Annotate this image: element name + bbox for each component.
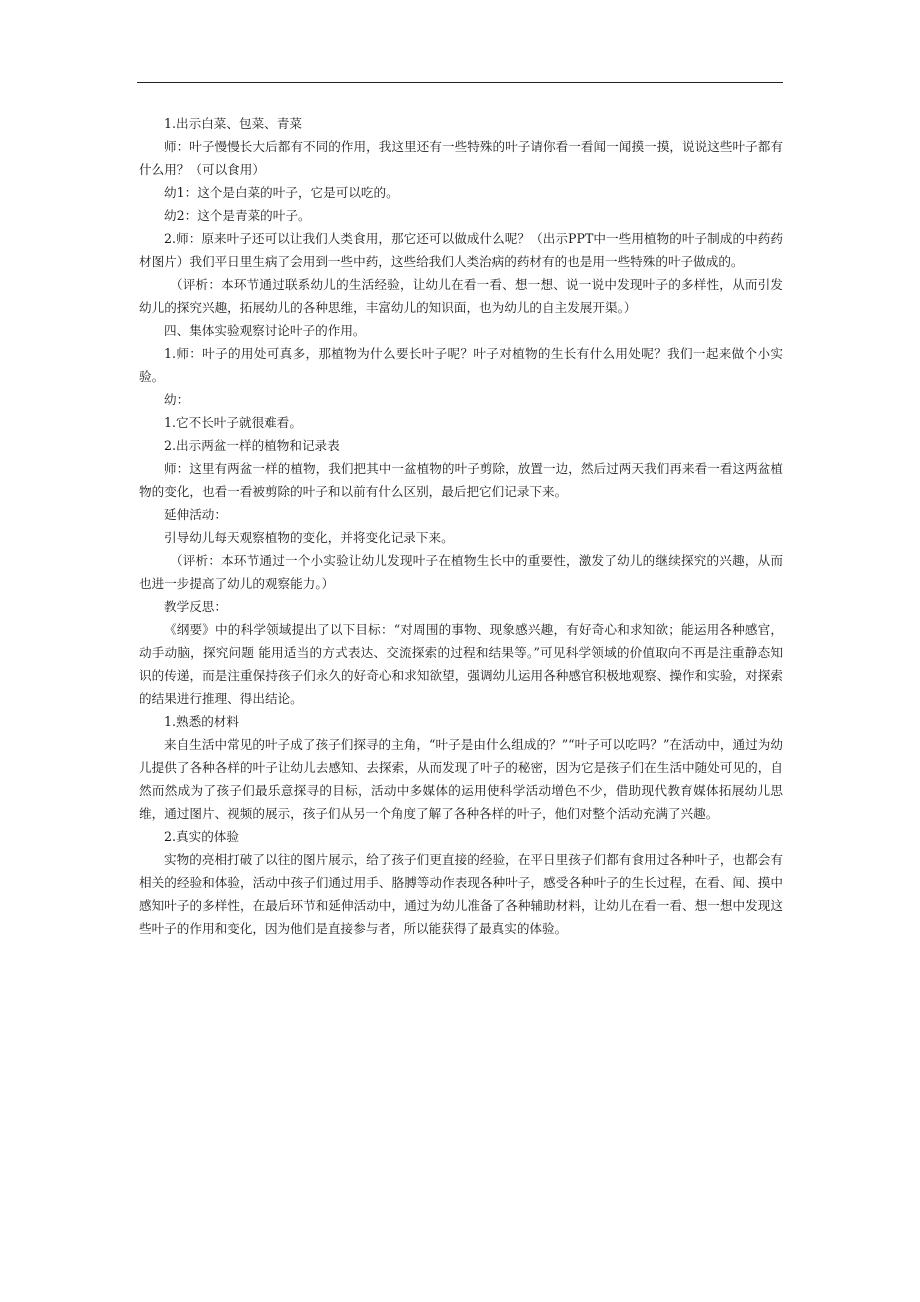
document-body	[139, 112, 783, 940]
paragraph: 来自生活中常见的叶子成了孩子们探寻的主角，“叶子是由什么组成的？”“叶子可以吃吗？”在活动中，通过为幼儿提供了各种各样的叶子让幼儿去感知、去探索，从而发现了叶子的秘密，因为它是孩子们在生活中随处可见的，自然而然成为了孩子们最乐意探寻的目标，活动中多媒体的运用使科学活动增色不少，借助现代教育媒体拓展幼儿思维，通过图片、视频的展示，孩子们从另一个角度了解了各种各样的叶子，他们对整个活动充满了兴趣。	[139, 737, 783, 821]
paragraph: 幼2：这个是青菜的叶子。	[164, 208, 311, 223]
paragraph: （评析：本环节通过联系幼儿的生活经验，让幼儿在看一看、想一想、说一说中发现叶子的多样性，从而引发幼儿的探究兴趣，拓展幼儿的各种思维，丰富幼儿的知识面，也为幼儿的自主发展开渠。）	[139, 277, 783, 315]
paragraph: 2.师：原来叶子还可以让我们人类食用，那它还可以做成什么呢？（出示PPT中一些用植物的叶子制成的中药药材图片）我们平日里生病了会用到一些中药，这些给我们人类治病的药材有的也是用一些特殊的叶子做成的。	[139, 231, 783, 269]
paragraph: 幼：	[164, 392, 190, 407]
paragraph: 1.师：叶子的用处可真多，那植物为什么要长叶子呢？叶子对植物的生长有什么用处呢？我们一起来做个小实验。	[139, 346, 783, 384]
paragraph: 引导幼儿每天观察植物的变化，并将变化记录下来。	[164, 530, 454, 545]
paragraph: （评析：本环节通过一个小实验让幼儿发现叶子在植物生长中的重要性，激发了幼儿的继续探究的兴趣，从而也进一步提高了幼儿的观察能力。）	[139, 553, 783, 591]
paragraph: 2.出示两盆一样的植物和记录表	[164, 438, 340, 453]
paragraph: 师：这里有两盆一样的植物，我们把其中一盆植物的叶子剪除，放置一边，然后过两天我们再来看一看这两盆植物的变化，也看一看被剪除的叶子和以前有什么区别，最后把它们记录下来。	[139, 461, 783, 499]
paragraph: 幼1：这个是白菜的叶子，它是可以吃的。	[164, 185, 399, 200]
header-rule	[137, 82, 783, 83]
paragraph: 师：叶子慢慢长大后都有不同的作用，我这里还有一些特殊的叶子请你看一看闻一闻摸一摸，说说这些叶子都有什么用？（可以食用）	[139, 139, 783, 177]
section-heading: 教学反思：	[164, 599, 227, 614]
subsection-heading: 1.熟悉的材料	[164, 714, 239, 729]
section-heading: 延伸活动：	[164, 507, 227, 522]
subsection-heading: 2.真实的体验	[164, 829, 239, 844]
section-heading: 四、集体实验观察讨论叶子的作用。	[164, 323, 366, 338]
paragraph: 1.它不长叶子就很难看。	[164, 415, 302, 430]
paragraph: 《纲要》中的科学领域提出了以下目标：“对周围的事物、现象感兴趣，有好奇心和求知欲；能运用各种感官，动手动脑，探究问题 能用适当的方式表达、交流探索的过程和结果等。”可见科学领域的价值取向不再是注重静态知识的传递，而是注重保持孩子们永久的好奇心和求知欲望，强调幼儿运用各种感官积极地观察、操作和实验，对探索的结果进行推理、得出结论。	[139, 622, 783, 706]
paragraph: 实物的亮相打破了以往的图片展示，给了孩子们更直接的经验，在平日里孩子们都有食用过各种叶子，也都会有相关的经验和体验，活动中孩子们通过用手、胳膊等动作表现各种叶子，感受各种叶子的生长过程，在看、闻、摸中感知叶子的多样性，在最后环节和延伸活动中，通过为幼儿准备了各种辅助材料，让幼儿在看一看、想一想中发现这些叶子的作用和变化，因为他们是直接参与者，所以能获得了最真实的体验。	[139, 852, 783, 936]
paragraph: 1.出示白菜、包菜、青菜	[164, 116, 302, 131]
